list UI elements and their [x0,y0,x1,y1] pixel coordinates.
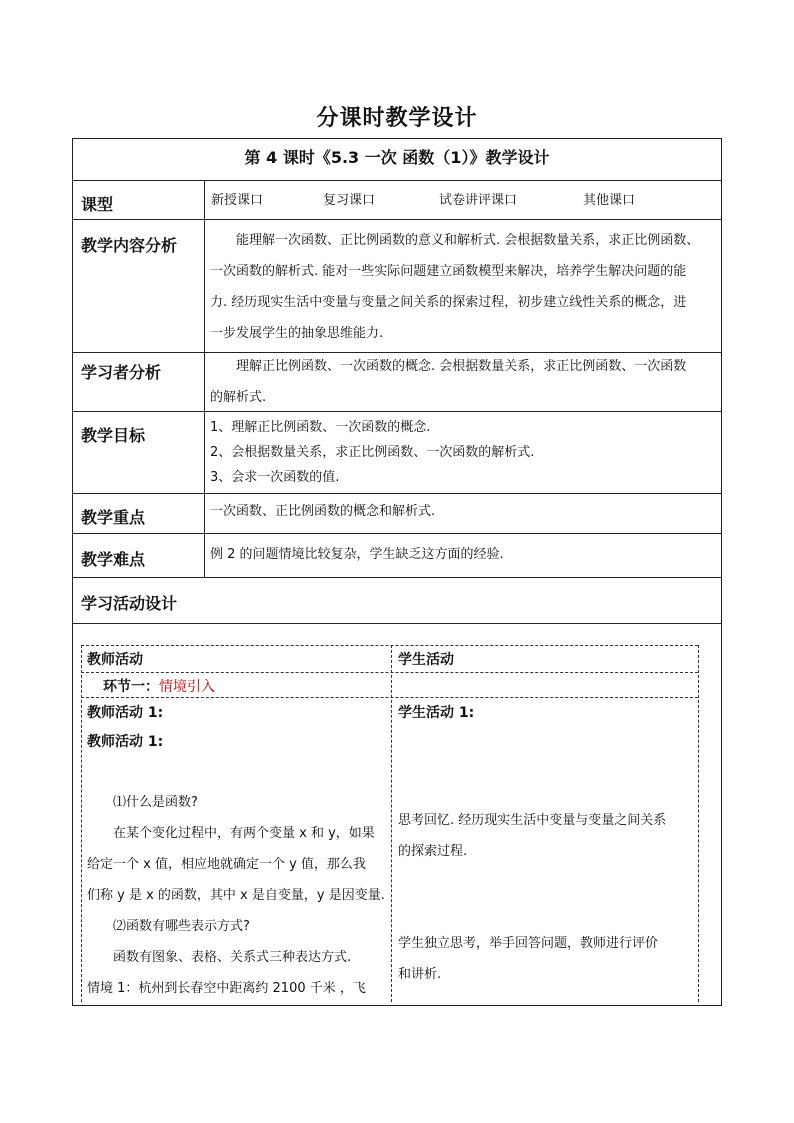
difficulties-text: 例 2 的问题情境比较复杂，学生缺乏这方面的经验. [210,547,504,562]
learner-analysis-text: 理解正比例函数、一次函数的概念. 会根据数量关系，求正比例函数、一次函数 的解析式. [210,359,687,405]
student-activity-title: 学生活动 1: [398,705,475,721]
teacher-activity-title: 教师活动 1: [87,734,164,750]
teacher-activity-header: 教师活动 [87,652,143,668]
objective-item: 2、会根据数量关系，求正比例函数、一次函数的解析式. [210,445,535,460]
course-type-option-new: 新授课口 [211,193,264,208]
lesson-design-table [72,138,722,1006]
section-heading: 环节一：情境引入 [103,679,215,695]
teacher-activity-title: 教师活动 1: [87,705,164,721]
student-activity-content: 思考回忆. 经历现实生活中变量与变量之间关系 的探索过程. [398,813,667,859]
objectives-list [210,415,715,490]
content-analysis-text: 能理解一次函数、正比例函数的意义和解析式. 会根据数量关系，求正比例函数、 一次函数的解析式. 能对一些实际问题建立函数模型来解决，培养学生解决问题的能 力. 经历现实生活中变量与变量之间关系的探索过程，初步建立线性关系的概念，进 一步发展学生的抽象思维能力. [210,233,700,341]
objectives-label: 教学目标 [81,426,146,445]
course-type-label: 课型 [81,195,114,214]
learner-analysis-label: 学习者分析 [81,363,162,382]
activity-table [81,645,698,1002]
key-points-label: 教学重点 [81,508,146,527]
difficulties-label: 教学难点 [81,550,146,569]
content-analysis-label: 教学内容分析 [81,236,178,255]
objective-item: 1、理解正比例函数、一次函数的概念. [210,420,431,435]
document-title: 分课时教学设计 [316,106,478,131]
student-activity-content: 学生独立思考，举手回答问题，教师进行评价 和讲析. [398,936,659,982]
lesson-title: 第 4 课时《5.3 一次 函数（1）》教学设计 [244,148,550,167]
course-type-option-review: 复习课口 [323,193,376,208]
teacher-activity-content: ⑴什么是函数? 在某个变化过程中，有两个变量 x 和 y，如果 给定一个 x 值，相应地就确定一个 y 值，那么我 们称 y 是 x 的函数，其中 x 是自变量，y 是因变量. ⑵函数有哪些表示方式? 函数有图象、表格、关系式三种表达方式. 情境 1：杭州到长春空中距离约 2100 千米 ，飞 [87,795,385,996]
key-points-text: 一次函数、正比例函数的概念和解析式. [210,504,436,519]
course-type-option-exam: 试卷讲评课口 [439,193,518,208]
section-name: 情境引入 [159,679,215,695]
activity-design-label: 学习活动设计 [81,594,178,613]
objective-item: 3、会求一次函数的值. [210,470,340,485]
student-activity-header: 学生活动 [398,652,454,668]
course-type-option-other: 其他课口 [583,193,636,208]
